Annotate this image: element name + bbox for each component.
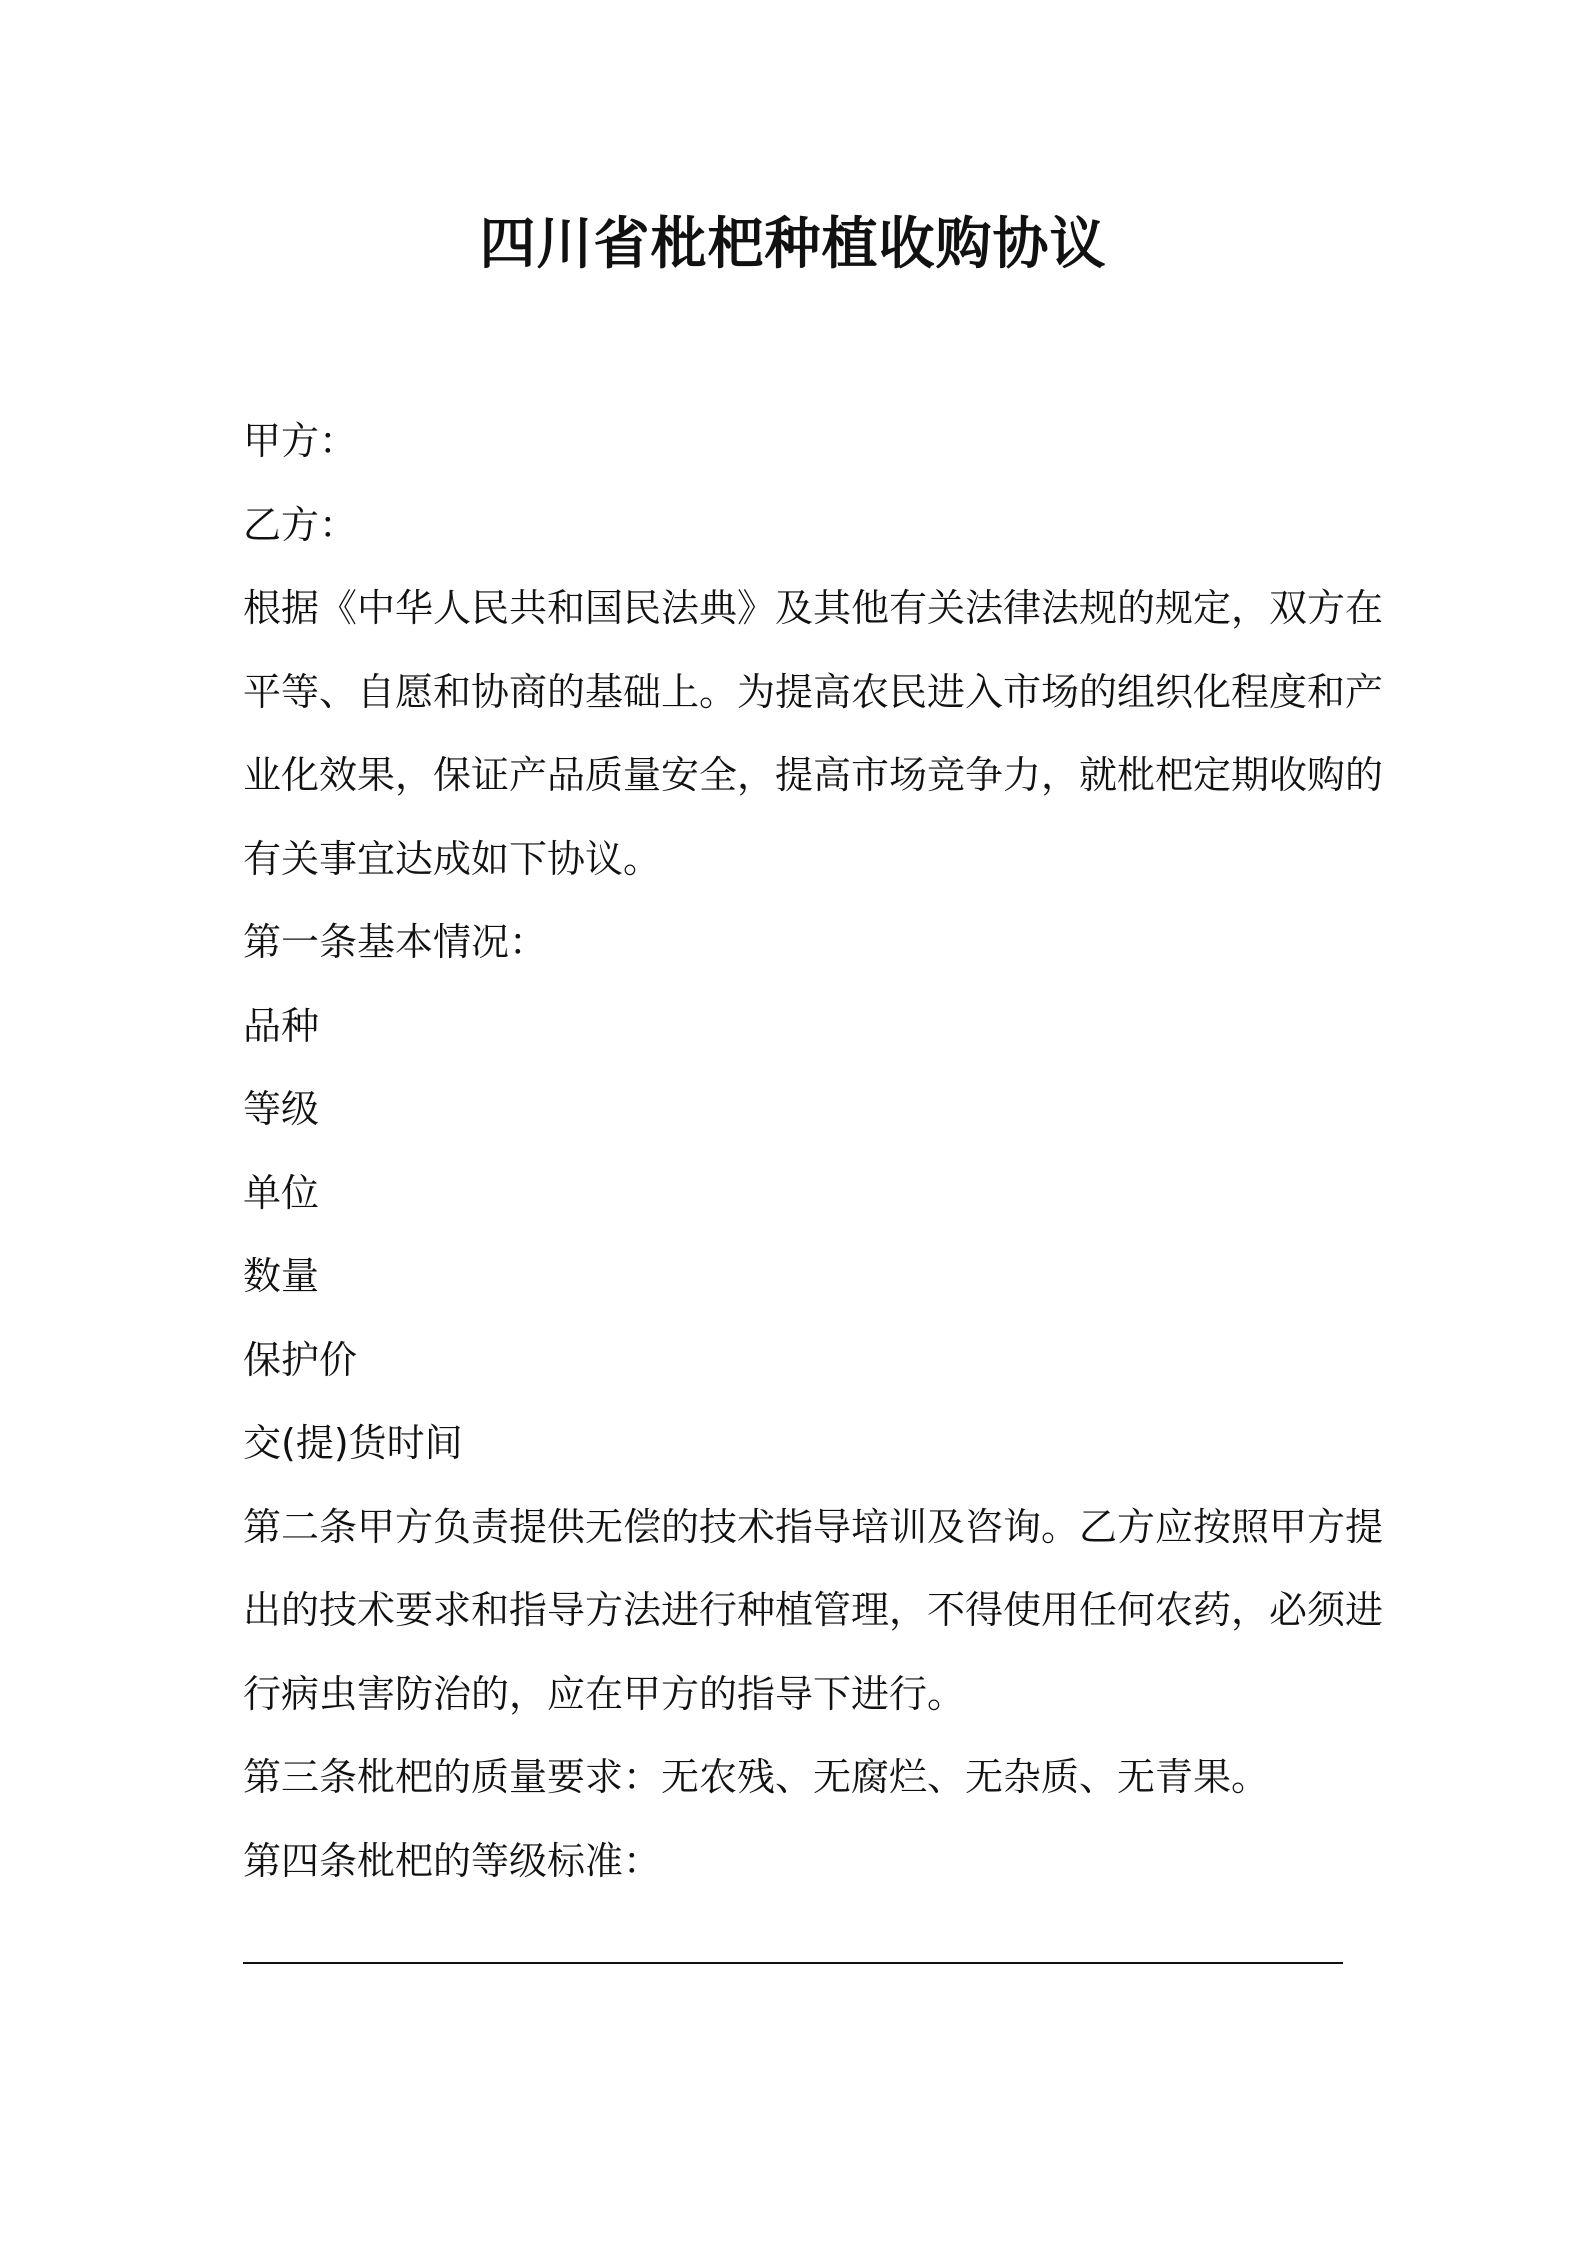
article1-item-unit: 单位 (243, 1170, 320, 1215)
article4-heading: 第四条枇杷的等级标准： (243, 1838, 662, 1883)
article2-line: 行病虫害防治的，应在甲方的指导下进行。 (243, 1671, 966, 1716)
document-title: 四川省枇杷种植收购协议 (479, 212, 1107, 277)
article2-line: 第二条甲方负责提供无偿的技术指导培训及咨询。乙方应按照甲方提 (243, 1504, 1384, 1549)
party-a-label: 甲方： (243, 419, 358, 463)
article1-item-protective-price: 保护价 (243, 1337, 358, 1382)
preamble-line: 有关事宜达成如下协议。 (243, 836, 662, 881)
article2-paragraph (243, 1486, 1384, 1737)
article1-item-grade: 等级 (243, 1087, 320, 1131)
document-body (243, 400, 1384, 1903)
article1-item-quantity: 数量 (243, 1254, 320, 1298)
article1-heading: 第一条基本情况： (243, 920, 548, 964)
preamble-line: 根据《中华人民共和国民法典》及其他有关法律法规的规定，双方在 (243, 586, 1384, 630)
blank-fill-line (243, 1962, 1343, 1964)
preamble-line: 业化效果，保证产品质量安全，提高市场竞争力，就枇杷定期收购的 (243, 753, 1384, 797)
article3-text: 第三条枇杷的质量要求：无农残、无腐烂、无杂质、无青果。 (243, 1755, 1270, 1799)
party-b-label: 乙方： (243, 502, 358, 547)
article2-line: 出的技术要求和指导方法进行种植管理，不得使用任何农药，必须进 (243, 1588, 1384, 1632)
article1-item-delivery-time: 交(提)货时间 (243, 1421, 463, 1465)
preamble-line: 平等、自愿和协商的基础上。为提高农民进入市场的组织化程度和产 (243, 669, 1384, 714)
article1-item-variety: 品种 (243, 1003, 320, 1048)
preamble-paragraph (243, 567, 1384, 901)
